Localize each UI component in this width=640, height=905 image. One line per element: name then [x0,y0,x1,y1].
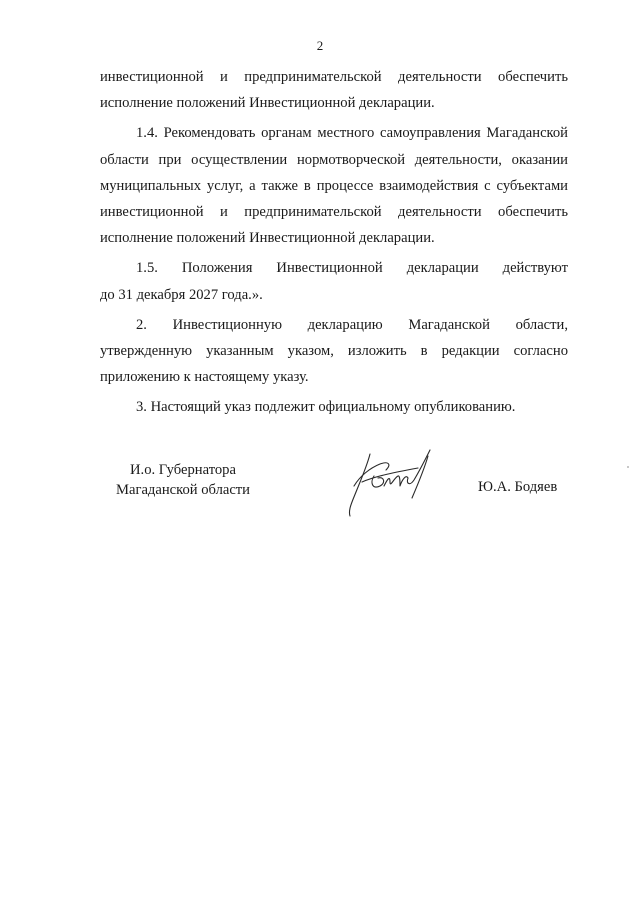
scan-artifact-dot [627,466,629,468]
signatory-title-line-1: И.о. Губернатора [130,462,236,478]
paragraph-1-5-line-2: до 31 декабря 2027 года.». [100,286,263,303]
paragraph-3: 3. Настоящий указ подлежит официальному опубликованию. [136,399,516,416]
signatory-name: Ю.А. Бодяев [478,479,558,495]
paragraph-2: 2. Инвестиционную декларацию Магаданской области, утвержденную указанным указом, изложить в редакции согласно приложению к настоящему указу. [100,316,568,386]
signatory-title-line-2: Магаданской области [116,482,250,498]
handwritten-signature [340,446,440,520]
paragraph-1-5-line-1: 1.5. Положения Инвестиционной декларации действуют [136,260,568,277]
signature-block [0,460,640,540]
page-number: 2 [316,38,324,53]
paragraph-1-4: 1.4. Рекомендовать органам местного самоуправления Магаданской области при осуществлении нормотворческой деятельности, оказании муниципальных услуг, а также в процессе взаимодействия с субъектами инвестиционной и предпринимательской деятельности обеспечить исполнение положений Инвестиционной декларации. [100,125,568,247]
paragraph-continuation: инвестиционной и предпринимательской деятельности обеспечить исполнение положений Инвестиционной декларации. [100,69,568,112]
signatory-title [108,460,258,500]
document-body [100,64,568,421]
